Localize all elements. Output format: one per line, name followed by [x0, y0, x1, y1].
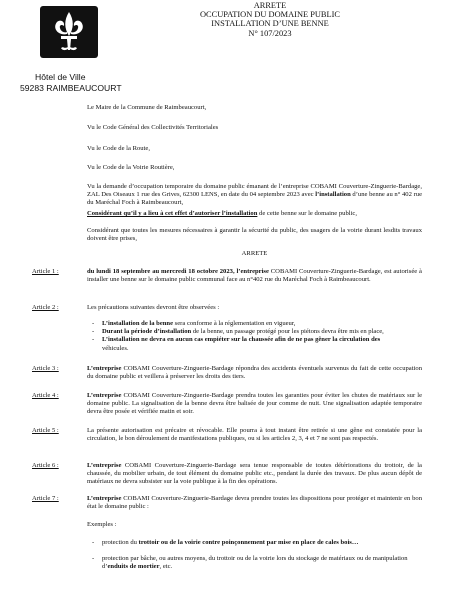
list-item: - protection par bâche, ou autres moyens, du trottoir ou de la voirie lors du stockage de matériaux ou de manipulation d’enduits de mortier, etc.	[92, 555, 422, 571]
preamble-considering-2: Considérant que toutes les mesures nécessaires à garantir la sécurité du public, des usagers de la voirie durant lesdits travaux doivent être prises,	[87, 227, 422, 243]
article-7-examples: Exemples :	[87, 521, 117, 528]
article-1-label: Article 1 :	[32, 268, 59, 275]
article-2-list	[92, 320, 422, 353]
article-1-text: du lundi 18 septembre au mercredi 18 octobre 2023, l’entreprise COBAMI Couverture-Zinguerie-Bardage, est autorisée à installer une benne sur le domaine public communal face au n°402 rue du Maréchal Foch à Raimbeaucourt.	[87, 268, 422, 284]
article-6-text: L’entreprise COBAMI Couverture-Zinguerie-Bardage sera tenue responsable de toutes détériorations du trottoir, de la chaussée, du mobilier urbain, de tout élément du domaine public etc., pendant la durée des travaux. De plus aucun dépôt de matériaux ne devra subsister sur la voie publique à la fin des opérations.	[87, 462, 422, 486]
article-4-text: L’entreprise COBAMI Couverture-Zinguerie-Bardage prendra toutes les garanties pour éviter les chutes de matériaux sur le domaine public. La signalisation de la benne devra être balisée de jour comme de nuit. Une signalisation adaptée temporaire devra être posée et vérifiée matin et soir.	[87, 392, 422, 416]
doc-number: N° 107/2023	[248, 29, 292, 38]
article-2-intro: Les précautions suivantes devront être observées :	[87, 304, 220, 311]
preamble-code-route: Vu le Code de la Route,	[87, 145, 150, 152]
decree-title: ARRETE	[241, 250, 268, 257]
address-line-2: 59283 RAIMBEAUCOURT	[20, 83, 122, 93]
doc-subject: OCCUPATION DU DOMAINE PUBLIC	[200, 10, 340, 19]
article-4-label: Article 4 :	[32, 392, 59, 399]
preamble-mayor: Le Maire de la Commune de Raimbeaucourt,	[87, 104, 207, 111]
doc-type: ARRETE	[253, 1, 287, 10]
list-item: - protection du trottoir ou de la voirie contre poinçonnement par mise en place de cales bois…	[92, 539, 422, 547]
article-2-label: Article 2 :	[32, 304, 59, 311]
article-5-text: La présente autorisation est précaire et révocable. Elle pourra à tout instant être retirée si une gêne est constatée pour la circulation, le bon déroulement de manifestations publiques, ou si les articles 2, 3, 4 et 7 ne sont pas respectés.	[87, 427, 422, 443]
list-item: - L’installation de la benne sera conforme à la réglementation en vigueur,	[92, 320, 422, 328]
doc-subject-2: INSTALLATION D’UNE BENNE	[211, 19, 329, 28]
list-item: - Durant la période d’installation de la benne, un passage protégé pour les piétons devra être mis en place,	[92, 328, 422, 336]
article-7-list	[92, 539, 422, 572]
preamble-cgct: Vu le Code Général des Collectivités Territoriales	[87, 124, 219, 131]
article-7-text: L’entreprise COBAMI Couverture-Zinguerie-Bardage devra prendre toutes les dispositions pour protéger et maintenir en bon état le domaine public :	[87, 495, 422, 511]
article-5-label: Article 5 :	[32, 427, 59, 434]
town-crest	[40, 6, 98, 58]
article-7-label: Article 7 :	[32, 495, 59, 502]
preamble-code-voirie: Vu le Code de la Voirie Routière,	[87, 164, 175, 171]
address-line-1: Hôtel de Ville	[35, 72, 86, 82]
list-item: - L’installation ne devra en aucun cas empiéter sur la chaussée afin de ne pas gêner la circulation des véhicules.	[92, 336, 422, 352]
article-3-text: L’entreprise COBAMI Couverture-Zinguerie-Bardage répondra des accidents éventuels survenus du fait de cette occupation du domaine public et veillera à préserver les droits des tiers.	[87, 365, 422, 381]
preamble-request: Vu la demande d’occupation temporaire du domaine public émanant de l’entreprise COBAMI Couverture-Zinguerie-Bardage, ZAL Des Oiseaux 1 rue des Grives, 62300 LENS, en date du 04 septembre 2023 avec l’installation d’une benne au n° 402 rue du Maréchal Foch à Raimbeaucourt,	[87, 183, 422, 207]
fleur-de-lis-icon	[40, 6, 98, 58]
article-3-label: Article 3 :	[32, 365, 59, 372]
article-6-label: Article 6 :	[32, 462, 59, 469]
preamble-considering-1: Considérant qu’il y a lieu à cet effet d’autoriser l’installation de cette benne sur le domaine public,	[87, 210, 357, 217]
